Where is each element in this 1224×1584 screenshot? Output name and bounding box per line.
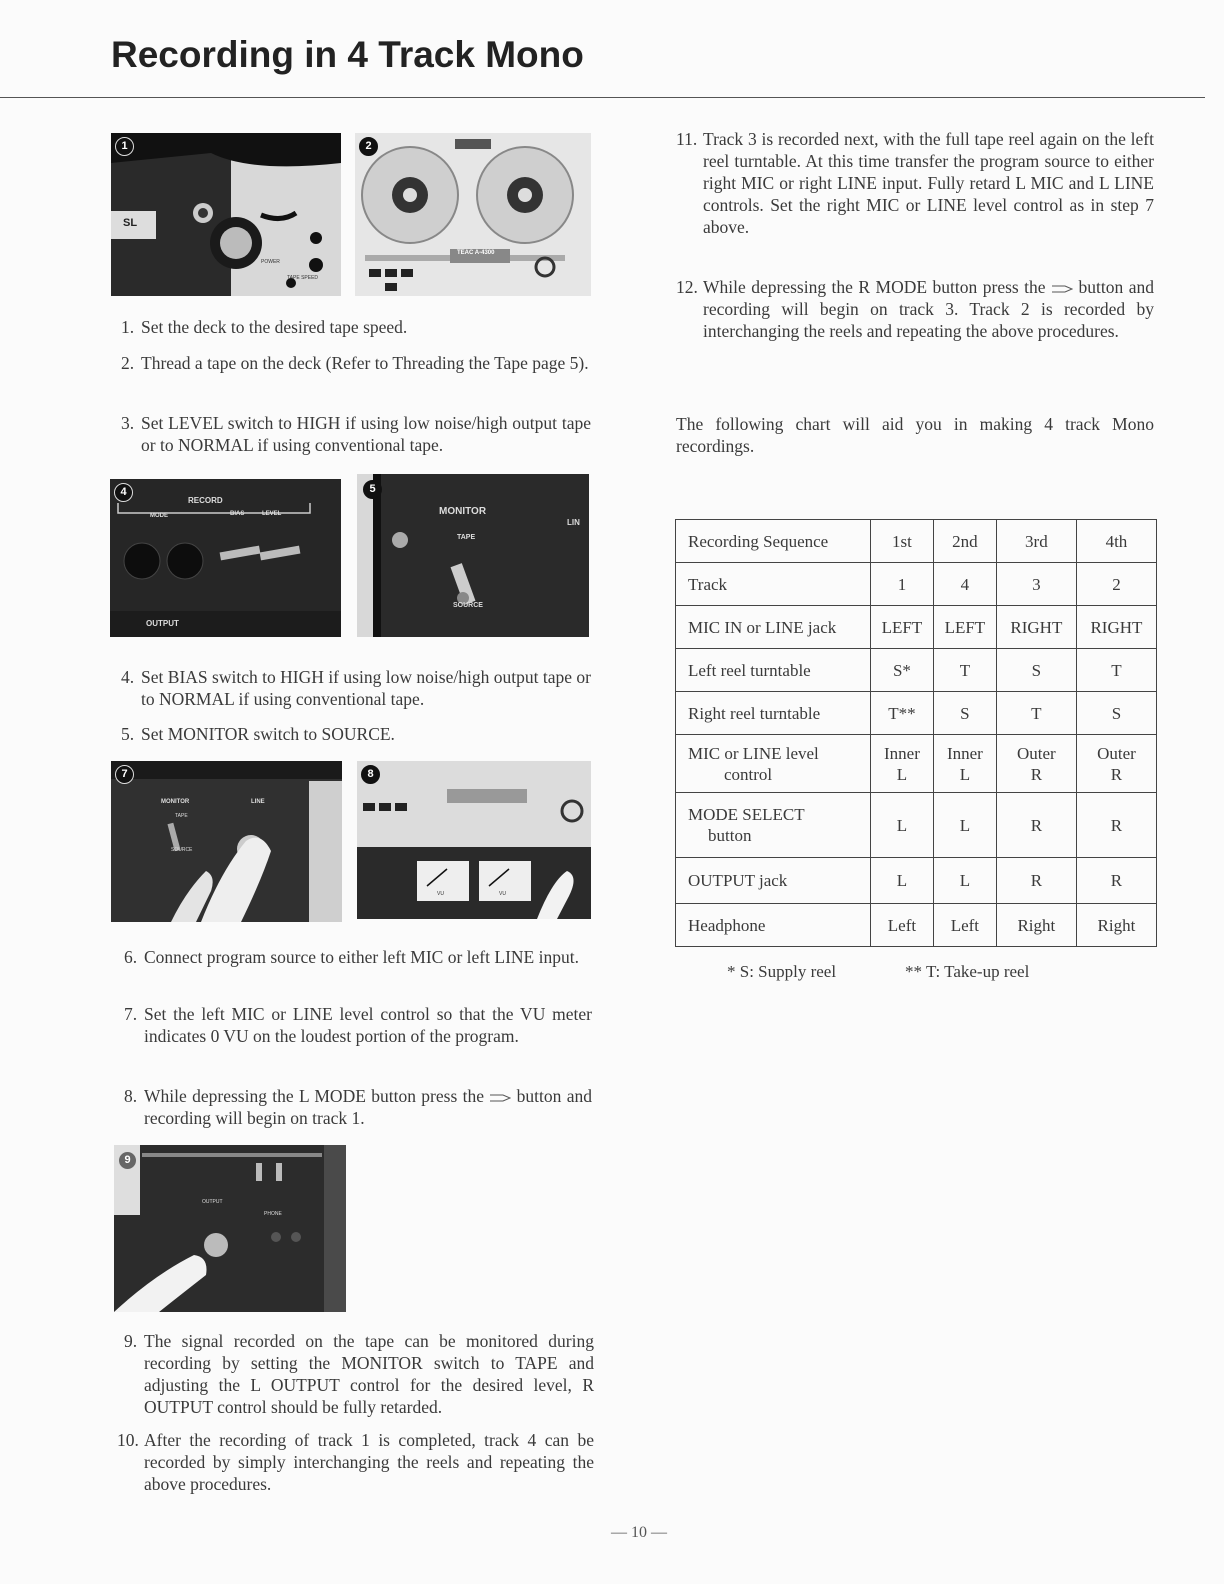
deck-front-photo-graphic [355, 133, 591, 296]
table-header-cell: 2nd [933, 520, 996, 563]
cell-line-1: Outer [1097, 743, 1136, 763]
table-row-label: Headphone [676, 904, 871, 947]
table-header-cell: Recording Sequence [676, 520, 871, 563]
step-text: Thread a tape on the deck (Refer to Threading the Tape page 5). [141, 353, 589, 373]
step-text [124, 1085, 592, 1129]
step-11 [676, 128, 1154, 238]
photo-deck-front [355, 133, 591, 296]
table-cell [871, 735, 934, 793]
step-text [676, 276, 1154, 342]
footnote-supply-reel: * S: Supply reel [727, 962, 837, 981]
step-number: 10. [117, 1430, 139, 1450]
table-cell: S [1076, 692, 1156, 735]
table-cell: R [1076, 858, 1156, 904]
label-line: LINE [251, 799, 265, 805]
label-sl: SL [123, 217, 138, 229]
vu-meters-photo-graphic [357, 761, 591, 919]
monitor-switch-photo-graphic [357, 474, 589, 637]
forward-button-icon [489, 1093, 511, 1103]
table-cell: 1 [871, 563, 934, 606]
cell-line-2: R [1110, 764, 1123, 784]
figure-badge-4: 4 [114, 483, 133, 502]
table-header-row [676, 520, 1157, 563]
table-row [676, 649, 1157, 692]
step-number: 1. [121, 317, 135, 337]
table-header-cell: 3rd [996, 520, 1076, 563]
label-output: OUTPUT [146, 619, 179, 628]
table-row-label: OUTPUT jack [676, 858, 871, 904]
cell-line-1: Inner [946, 743, 983, 763]
photo-line-level-knob [111, 761, 342, 922]
table-cell: L [933, 793, 996, 858]
table-cell [996, 735, 1076, 793]
table-header-cell: 4th [1076, 520, 1156, 563]
step-1 [121, 316, 591, 338]
forward-button-icon [1051, 284, 1073, 294]
table-cell: Right [1076, 904, 1156, 947]
label-tape-speed: TAPE SPEED [287, 275, 319, 281]
table-cell: Left [933, 904, 996, 947]
table-cell: 2 [1076, 563, 1156, 606]
label-tape: TAPE [457, 534, 476, 541]
step-text-a: While depressing the L MODE button press the [144, 1086, 484, 1106]
table-cell [933, 735, 996, 793]
step-number: 12. [676, 277, 698, 297]
table-row [676, 692, 1157, 735]
row-label-line-1: MIC or LINE level [688, 743, 819, 763]
table-cell: LEFT [871, 606, 934, 649]
table-row [676, 904, 1157, 947]
table-row-label: Left reel turntable [676, 649, 871, 692]
step-text: Set MONITOR switch to SOURCE. [141, 724, 395, 744]
label-source: SOURCE [171, 847, 193, 853]
table-cell: R [1076, 793, 1156, 858]
step-text: The signal recorded on the tape can be monitored during recording by setting the MONITOR switch to TAPE and adjusting the L OUTPUT control for the desired level, R OUTPUT control should be fully retarded. [144, 1331, 594, 1417]
record-panel-photo-graphic [110, 479, 341, 637]
step-text: Set the left MIC or LINE level control so that the VU meter indicates 0 VU on the loudest portion of the program. [144, 1004, 592, 1046]
page-number: — 10 — [611, 1524, 667, 1541]
table-cell: R [996, 793, 1076, 858]
table-cell: T [996, 692, 1076, 735]
step-number: 2. [121, 353, 135, 373]
table-cell: T** [871, 692, 934, 735]
cell-line-2: L [896, 764, 908, 784]
step-text: Set BIAS switch to HIGH if using low noise/high output tape or to NORMAL if using conventional tape. [141, 667, 591, 709]
table-cell [1076, 735, 1156, 793]
step-text-b: button and recording will begin on track 1. [144, 1086, 593, 1128]
table-cell: S [996, 649, 1076, 692]
table-row-label: Track [676, 563, 871, 606]
label-monitor: MONITOR [161, 799, 190, 805]
figure-badge-1: 1 [115, 137, 134, 156]
step-number: 3. [121, 413, 135, 433]
figure-badge-8: 8 [361, 765, 380, 784]
step-number: 5. [121, 724, 135, 744]
table-cell: LEFT [933, 606, 996, 649]
step-5 [121, 723, 591, 745]
line-level-knob-photo-graphic [111, 761, 342, 922]
label-phone: PHONE [264, 1211, 282, 1217]
photo-record-panel [110, 479, 341, 637]
label-lin: LIN [567, 518, 580, 527]
table-row [676, 735, 1157, 793]
step-number: 9. [124, 1331, 138, 1351]
table-row [676, 563, 1157, 606]
label-vu-left: VU [437, 891, 444, 897]
table-cell: S* [871, 649, 934, 692]
label-bias: BIAS [230, 511, 245, 517]
footnote-takeup-reel: ** T: Take-up reel [905, 962, 1030, 981]
figure-badge-7: 7 [115, 765, 134, 784]
step-10 [117, 1429, 594, 1495]
table-row-label: Right reel turntable [676, 692, 871, 735]
table-cell: 4 [933, 563, 996, 606]
step-number: 6. [124, 947, 138, 967]
figure-badge-9: 9 [118, 1151, 137, 1170]
photo-vu-meters [357, 761, 591, 919]
recording-chart-table [675, 519, 1157, 947]
cell-line-2: R [1030, 764, 1043, 784]
step-text: Track 3 is recorded next, with the full tape reel again on the left reel turntable. At this time transfer the program source to either right MIC or right LINE input. Fully retard L MIC and L LINE controls. Set the right MIC or LINE level control as in step 7 above. [703, 129, 1154, 237]
table-cell: R [996, 858, 1076, 904]
label-vu-right: VU [499, 891, 506, 897]
output-knob-photo-graphic [114, 1145, 346, 1312]
label-tape: TAPE [175, 813, 188, 819]
step-4 [121, 666, 591, 710]
step-text-b: button and recording will begin on track 3. Track 2 is recorded by interchanging the reels and repeating the above procedures. [703, 277, 1155, 341]
step-number: 8. [124, 1086, 138, 1106]
table-cell: 3 [996, 563, 1076, 606]
table-row [676, 858, 1157, 904]
step-number: 7. [124, 1004, 138, 1024]
chart-intro: The following chart will aid you in making 4 track Mono recordings. [676, 414, 1154, 456]
table-cell: L [871, 793, 934, 858]
step-number: 11. [676, 129, 698, 149]
table-cell: T [933, 649, 996, 692]
step-3 [121, 412, 591, 456]
tape-speed-photo-graphic [111, 133, 341, 296]
photo-monitor-switch [357, 474, 589, 637]
table-cell: L [871, 858, 934, 904]
step-text-a: While depressing the R MODE button press the [703, 277, 1046, 297]
step-text: Connect program source to either left MIC or left LINE input. [144, 947, 579, 967]
table-header-cell: 1st [871, 520, 934, 563]
step-number: 4. [121, 667, 135, 687]
label-record: RECORD [188, 496, 223, 505]
step-8 [124, 1085, 592, 1129]
cell-line-1: Inner [884, 743, 920, 763]
table-cell: RIGHT [996, 606, 1076, 649]
table-row-label [676, 735, 871, 793]
step-7 [124, 1003, 592, 1047]
table-row-label: MIC IN or LINE jack [676, 606, 871, 649]
page-title: Recording in 4 Track Mono [111, 34, 584, 75]
row-label-line-1: MODE SELECT [688, 805, 805, 824]
label-output: OUTPUT [202, 1199, 223, 1205]
label-level: LEVEL [262, 511, 282, 517]
figure-badge-5: 5 [363, 480, 382, 499]
step-6 [124, 946, 592, 968]
label-power: POWER [261, 259, 280, 265]
label-teac: TEAC A-4300 [457, 250, 495, 256]
table-cell: RIGHT [1076, 606, 1156, 649]
row-label-line-2: button [708, 826, 752, 845]
cell-line-1: Outer [1017, 743, 1056, 763]
step-2 [121, 352, 591, 374]
step-text: After the recording of track 1 is completed, track 4 can be recorded by simply interchanging the reels and repeating the above procedures. [144, 1430, 594, 1494]
label-mode: MODE [150, 513, 168, 519]
row-label-line-2: control [724, 764, 773, 784]
step-text: Set the deck to the desired tape speed. [141, 317, 408, 337]
table-cell: Right [996, 904, 1076, 947]
table-row [676, 793, 1157, 858]
photo-output-knob [114, 1145, 346, 1312]
figure-badge-2: 2 [359, 137, 378, 156]
table-row [676, 606, 1157, 649]
step-text: Set LEVEL switch to HIGH if using low noise/high output tape or to NORMAL if using conventional tape. [141, 413, 591, 455]
header-rule [0, 97, 1205, 98]
table-cell: S [933, 692, 996, 735]
cell-line-2: L [959, 764, 971, 784]
photo-tape-speed [111, 133, 341, 296]
table-row-label [676, 793, 871, 858]
table-cell: L [933, 858, 996, 904]
step-12 [676, 276, 1154, 342]
table-cell: Left [871, 904, 934, 947]
label-monitor: MONITOR [439, 506, 487, 517]
table-cell: T [1076, 649, 1156, 692]
label-source: SOURCE [453, 602, 483, 609]
step-9 [124, 1330, 594, 1418]
